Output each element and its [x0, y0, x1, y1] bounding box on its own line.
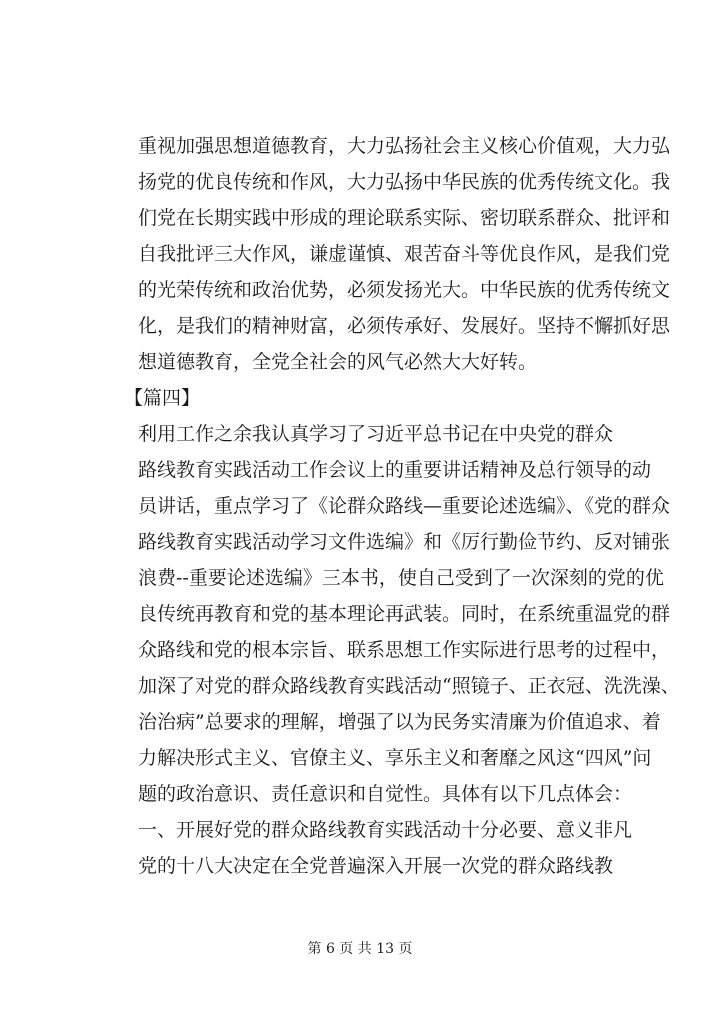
text-line: 们党在长期实践中形成的理论联系实际、密切联系群众、批评和 — [138, 207, 671, 229]
paragraph — [138, 128, 671, 380]
text-line: 路线教育实践活动工作会议上的重要讲话精神及总行领导的动 — [138, 459, 652, 481]
text-line-indented — [138, 416, 614, 452]
text-line: 浪费--重要论述选编》三本书，使自己受到了一次深刻的党的优 — [138, 567, 664, 589]
text-line: 路线教育实践活动学习文件选编》和《厉行勤俭节约、反对铺张 — [138, 531, 671, 553]
text-line: 良传统再教育和党的基本理论再武装。同时，在系统重温党的群 — [138, 603, 671, 625]
text-line: 力解决形式主义、官僚主义、享乐主义和奢靡之风这“四风”问 — [138, 747, 652, 769]
text-line: 加深了对党的群众路线教育实践活动“照镜子、正衣冠、洗洗澡、 — [138, 675, 680, 697]
text-line: 自我批评三大作风，谦虚谨慎、艰苦奋斗等优良作风，是我们党 — [138, 243, 671, 265]
paragraph — [138, 416, 680, 812]
page-footer: 第 6 页 共 13 页 — [307, 941, 413, 957]
subheading: 一、开展好党的群众路线教育实践活动十分必要、意义非凡 — [138, 819, 633, 841]
text-line: 的光荣传统和政治优势，必须发扬光大。中华民族的优秀传统文 — [138, 279, 671, 301]
text-line: 化，是我们的精神财富，必须传承好、发展好。坚持不懈抓好思 — [138, 315, 671, 337]
text-line: 员讲话，重点学习了《论群众路线—重要论述选编》、《党的群众 — [138, 495, 671, 517]
text-line: 想道德教育，全党全社会的风气必然大大好转。 — [138, 351, 538, 373]
section-heading: 【篇四】 — [124, 387, 201, 409]
text-line: 党的十八大决定在全党普遍深入开展一次党的群众路线教 — [138, 855, 614, 877]
text-line: 扬党的优良传统和作风，大力弘扬中华民族的优秀传统文化。我 — [138, 171, 671, 193]
document-body — [124, 128, 680, 884]
text-span: 利用工作之余我认真学习了习近平总书记在中央党的群众 — [138, 423, 614, 445]
text-line: 众路线和党的根本宗旨、联系思想工作实际进行思考的过程中， — [138, 639, 671, 661]
text-line: 重视加强思想道德教育，大力弘扬社会主义核心价值观，大力弘 — [138, 135, 671, 157]
text-line: 治治病”总要求的理解，增强了以为民务实清廉为价值追求、着 — [138, 711, 661, 733]
text-line: 题的政治意识、责任意识和自觉性。具体有以下几点体会： — [138, 783, 633, 805]
